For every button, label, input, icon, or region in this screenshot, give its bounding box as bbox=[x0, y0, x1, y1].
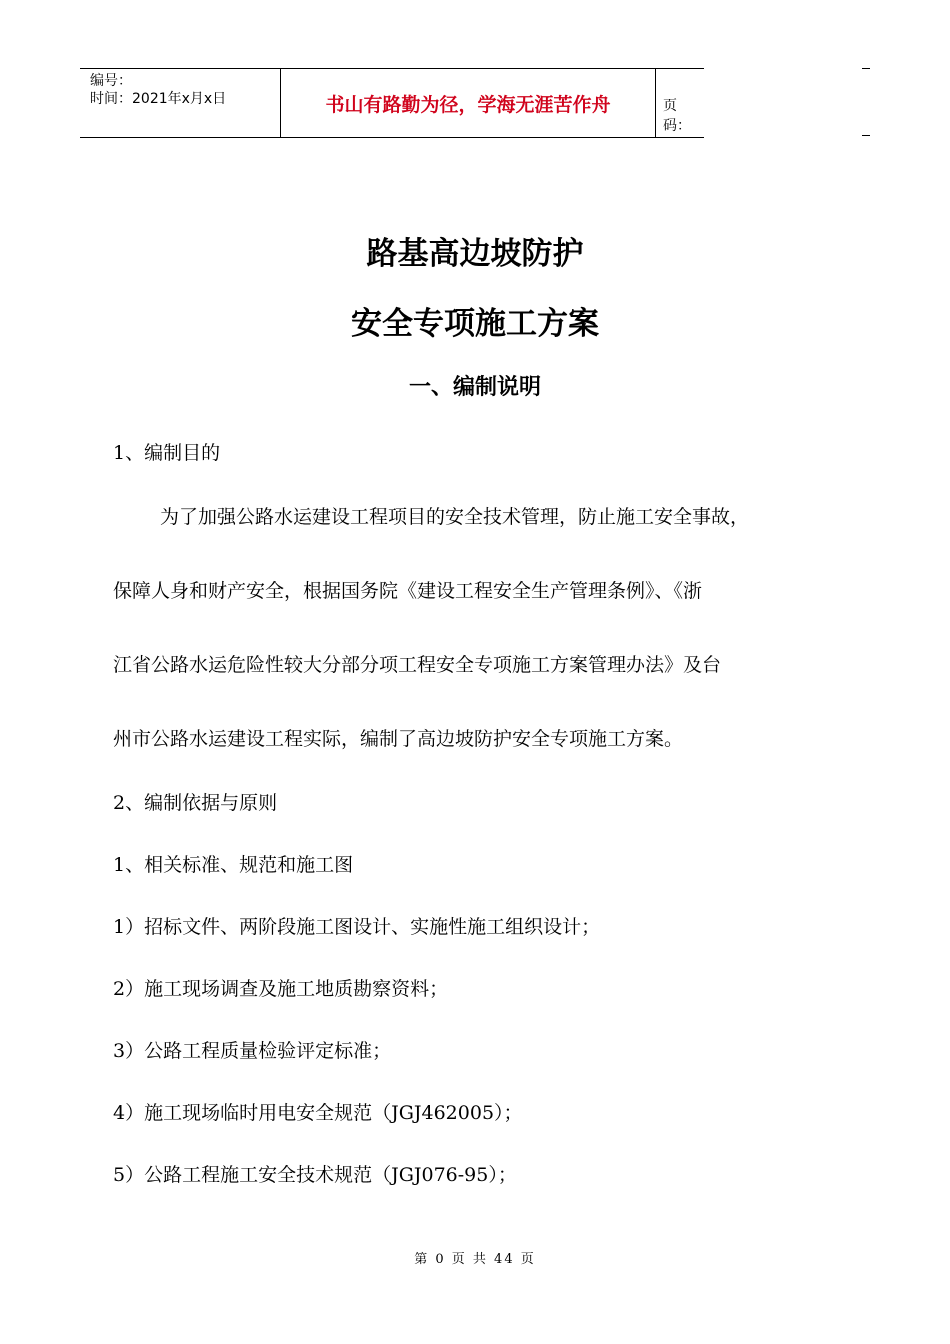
margin-tick bbox=[862, 135, 870, 136]
number-label: 编号： bbox=[90, 73, 132, 89]
time-label: 时间：2021年x月x日 bbox=[90, 91, 227, 107]
subheading: 1、相关标准、规范和施工图 bbox=[113, 854, 354, 876]
header-motto: 书山有路勤为径，学海无涯苦作舟 bbox=[280, 69, 656, 137]
section-heading: 一、编制说明 bbox=[408, 375, 541, 400]
document-header bbox=[80, 68, 704, 138]
subheading: 1、编制目的 bbox=[113, 442, 221, 464]
list-item: 2）施工现场调查及施工地质勘察资料； bbox=[113, 978, 449, 1000]
paragraph-line: 州市公路水运建设工程实际，编制了高边坡防护安全专项施工方案。 bbox=[113, 728, 684, 750]
header-meta bbox=[80, 69, 280, 137]
subheading: 2、编制依据与原则 bbox=[113, 792, 278, 814]
paragraph-line: 保障人身和财产安全，根据国务院《建设工程安全生产管理条例》、《浙 bbox=[113, 580, 703, 602]
list-item: 5）公路工程施工安全技术规范（JGJ076-95）； bbox=[113, 1164, 517, 1186]
page-title-line1: 路基高边坡防护 bbox=[366, 236, 584, 272]
list-item: 3）公路工程质量检验评定标准； bbox=[113, 1040, 392, 1062]
list-item: 1）招标文件、两阶段施工图设计、实施性施工组织设计； bbox=[113, 916, 601, 938]
list-item: 4）施工现场临时用电安全规范（JGJ462005）； bbox=[113, 1102, 523, 1124]
page-label: 页码： bbox=[663, 98, 691, 134]
paragraph-line: 为了加强公路水运建设工程项目的安全技术管理，防止施工安全事故， bbox=[160, 506, 750, 528]
margin-tick bbox=[862, 68, 870, 69]
page-title-line2: 安全专项施工方案 bbox=[351, 306, 599, 342]
page-footer: 第 0 页 共 44 页 bbox=[414, 1252, 536, 1267]
paragraph-line: 江省公路水运危险性较大分部分项工程安全专项施工方案管理办法》及台 bbox=[113, 654, 722, 676]
